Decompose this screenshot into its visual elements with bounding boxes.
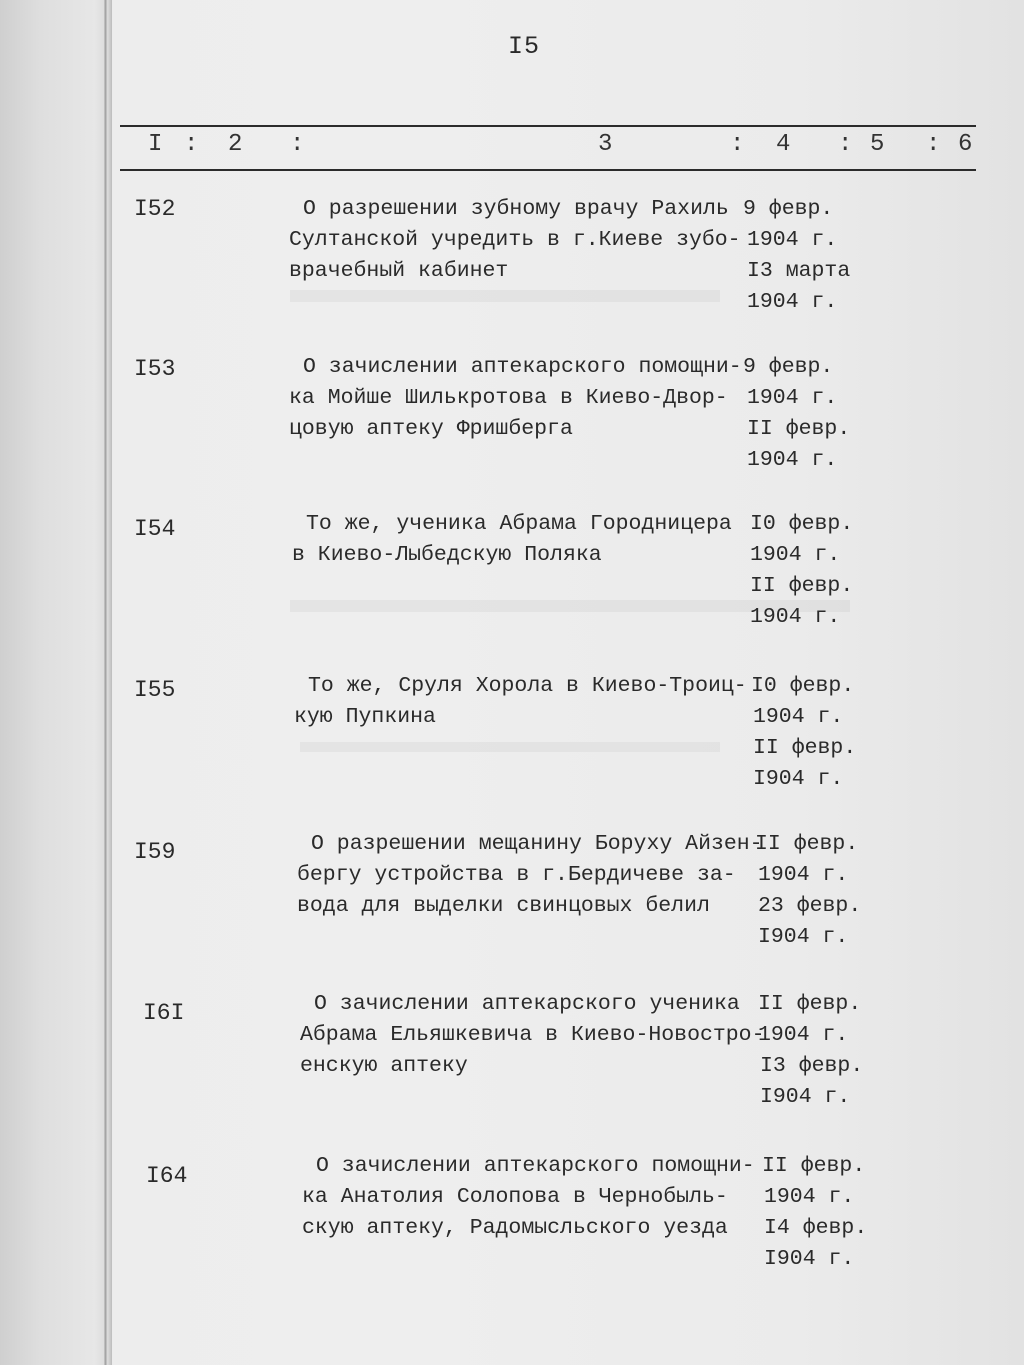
header-col-4: 4 xyxy=(776,131,791,158)
entry-date: 9 февр. xyxy=(743,197,834,221)
entry-text-line: Султанской учредить в г.Киеве зубо- xyxy=(289,228,741,252)
entry-date: I3 февр. xyxy=(760,1054,864,1078)
entry-text-line: То же, ученика Абрама Городницера xyxy=(306,512,732,536)
entry-text-line: в Киево-Лыбедскую Поляка xyxy=(292,543,602,567)
header-col-1: I xyxy=(148,131,163,158)
entry-text-line: цовую аптеку Фришберга xyxy=(289,417,573,441)
entry-number: I6I xyxy=(143,1000,185,1026)
header-separator: : xyxy=(926,131,941,158)
entry-date: II февр. xyxy=(750,574,854,598)
entry-date: II февр. xyxy=(762,1154,866,1178)
table-header-top-rule xyxy=(120,125,976,127)
entry-text-line: Абрама Ельяшкевича в Киево-Новостро- xyxy=(300,1023,765,1047)
entry-date: II февр. xyxy=(758,992,862,1016)
entry-date: 1904 г. xyxy=(747,386,838,410)
entry-date: 1904 г. xyxy=(758,863,849,887)
show-through-mark xyxy=(300,742,720,752)
entry-date: 1904 г. xyxy=(750,543,841,567)
entry-date: 1904 г. xyxy=(750,605,841,629)
entry-text-line: врачебный кабинет xyxy=(289,259,509,283)
page-gutter xyxy=(0,0,112,1365)
entry-text-line: ка Мойше Шилькротова в Киево-Двор- xyxy=(289,386,728,410)
header-col-3: 3 xyxy=(598,131,613,158)
entry-date: II февр. xyxy=(747,417,851,441)
entry-text-line: кую Пупкина xyxy=(294,705,436,729)
table-header-bottom-rule xyxy=(120,169,976,171)
entry-text-line: скую аптеку, Радомысльского уезда xyxy=(302,1216,728,1240)
entry-date: 1904 г. xyxy=(758,1023,849,1047)
entry-number: I55 xyxy=(134,677,176,703)
entry-text-line: О разрешении зубному врачу Рахиль xyxy=(303,197,729,221)
entry-number: I59 xyxy=(134,839,176,865)
entry-date: 1904 г. xyxy=(764,1185,855,1209)
header-col-5: 5 xyxy=(870,131,885,158)
entry-date: I3 марта xyxy=(747,259,851,283)
entry-date: I904 г. xyxy=(753,767,844,791)
header-separator: : xyxy=(290,131,305,158)
entry-text-line: бергу устройства в г.Бердичеве за- xyxy=(297,863,736,887)
header-col-6: 6 xyxy=(958,131,973,158)
entry-date: 1904 г. xyxy=(753,705,844,729)
binding-edge xyxy=(104,0,107,1365)
entry-date: I904 г. xyxy=(764,1247,855,1271)
entry-date: I904 г. xyxy=(760,1085,851,1109)
entry-text-line: О разрешении мещанину Боруху Айзен- xyxy=(311,832,763,856)
entry-text-line: То же, Сруля Хорола в Киево-Троиц- xyxy=(308,674,747,698)
entry-date: II февр. xyxy=(753,736,857,760)
header-separator: : xyxy=(184,131,199,158)
entry-date: II февр. xyxy=(755,832,859,856)
header-separator: : xyxy=(838,131,853,158)
entry-date: 1904 г. xyxy=(747,448,838,472)
entry-date: 23 февр. xyxy=(758,894,862,918)
entry-number: I53 xyxy=(134,356,176,382)
entry-date: 1904 г. xyxy=(747,290,838,314)
entry-date: I904 г. xyxy=(758,925,849,949)
entry-date: I4 февр. xyxy=(764,1216,868,1240)
show-through-mark xyxy=(290,290,720,302)
entry-date: I0 февр. xyxy=(751,674,855,698)
entry-number: I54 xyxy=(134,516,176,542)
entry-date: I0 февр. xyxy=(750,512,854,536)
entry-number: I64 xyxy=(146,1163,188,1189)
entry-date: 1904 г. xyxy=(747,228,838,252)
entry-text-line: вода для выделки свинцовых белил xyxy=(297,894,710,918)
header-separator: : xyxy=(730,131,745,158)
entry-text-line: енскую аптеку xyxy=(300,1054,468,1078)
entry-text-line: О зачислении аптекарского помощни- xyxy=(316,1154,755,1178)
entry-text-line: О зачислении аптекарского помощни- xyxy=(303,355,742,379)
entry-number: I52 xyxy=(134,196,176,222)
header-col-2: 2 xyxy=(228,131,243,158)
page-number: I5 xyxy=(508,32,541,61)
entry-text-line: ка Анатолия Солопова в Чернобыль- xyxy=(302,1185,728,1209)
entry-text-line: О зачислении аптекарского ученика xyxy=(314,992,740,1016)
entry-date: 9 февр. xyxy=(743,355,834,379)
